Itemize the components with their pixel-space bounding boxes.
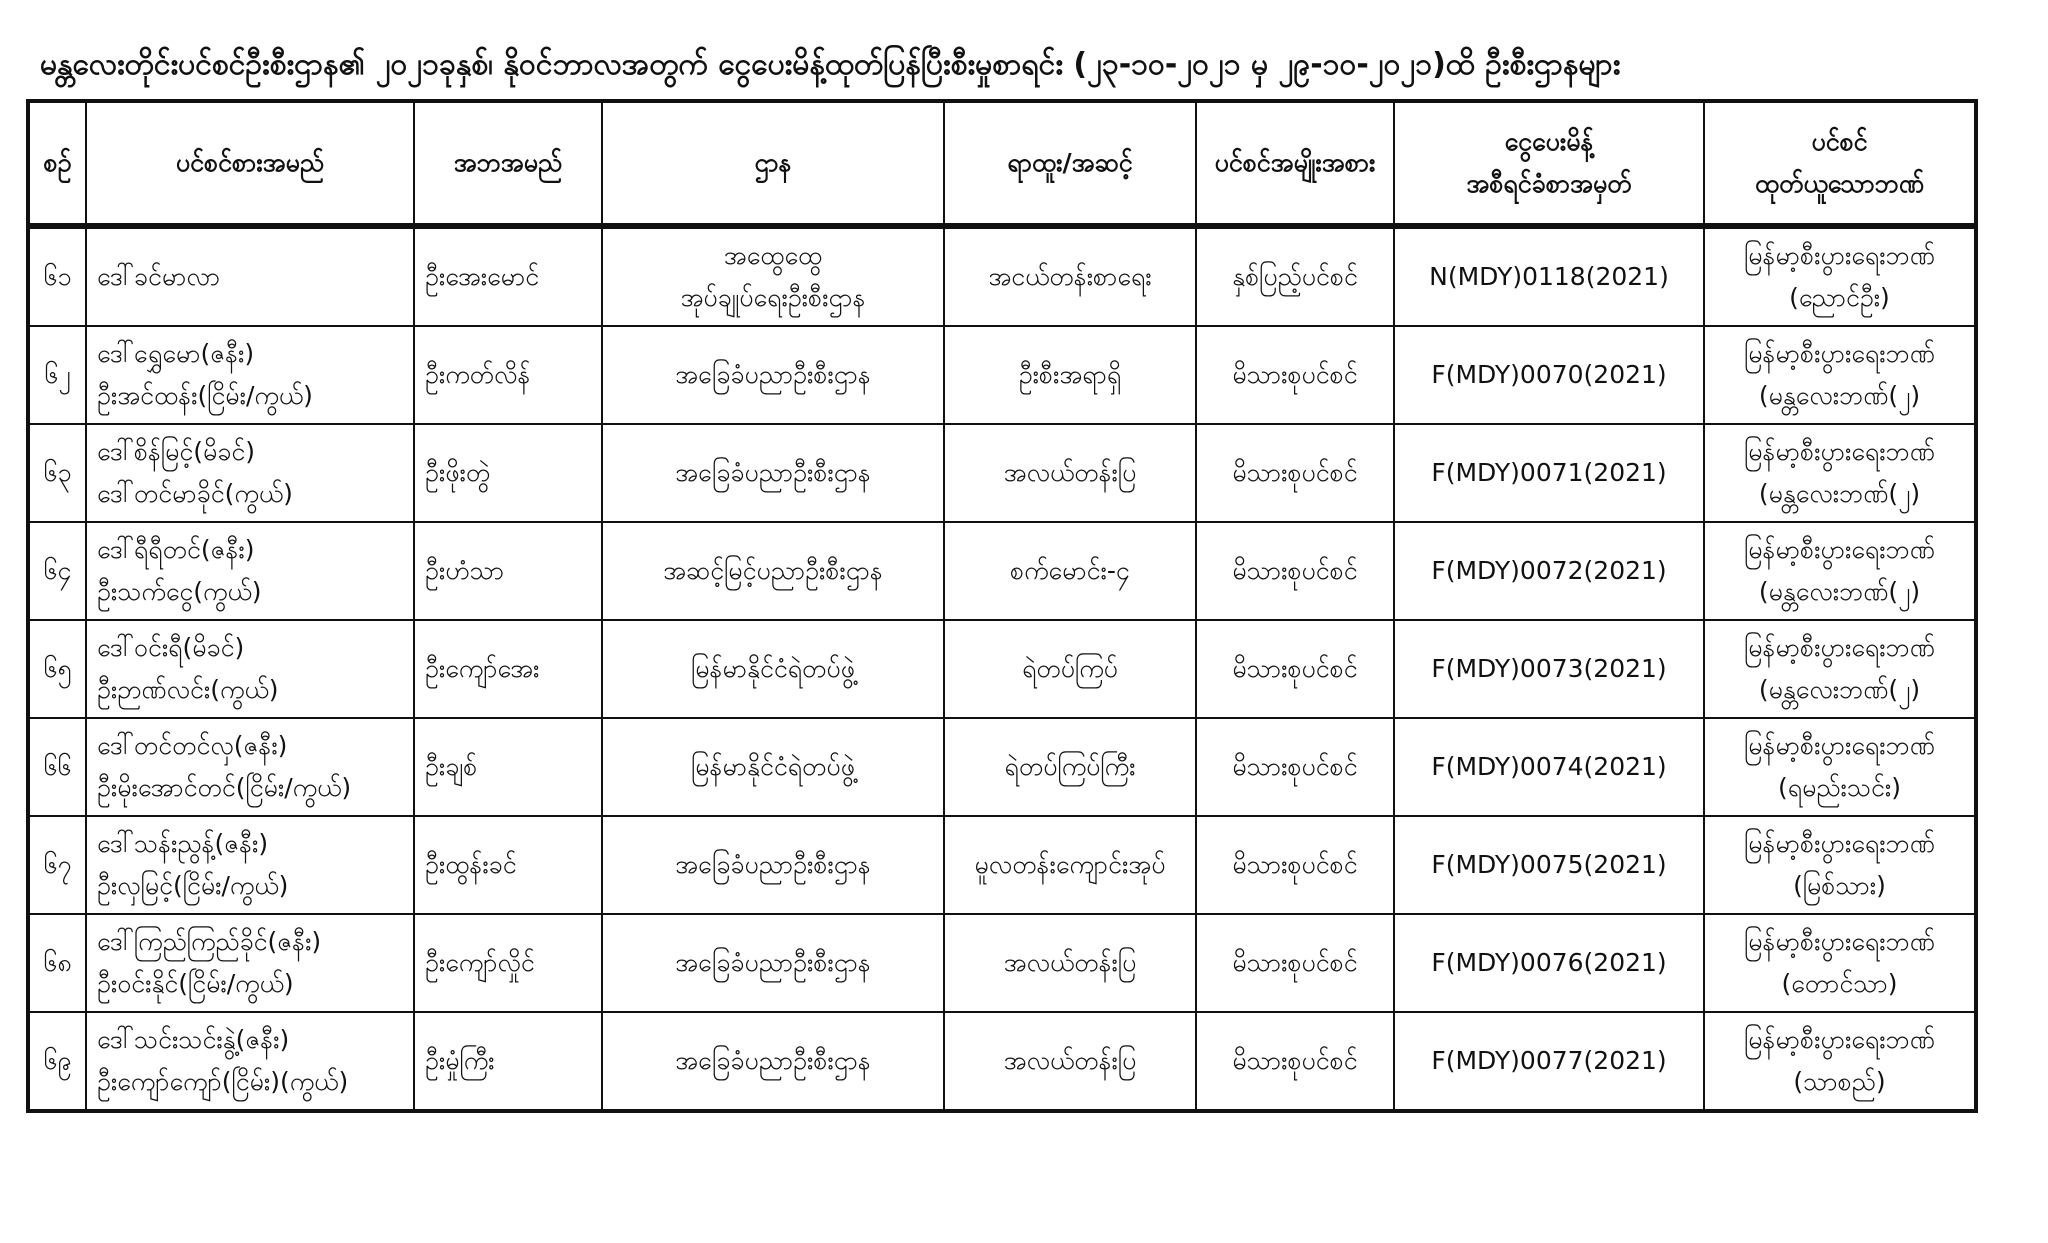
cell-pension-type [1196,226,1394,326]
bank-line1: မြန်မာ့စီးပွားရေးဘဏ် [1744,241,1935,270]
name-line2: ဦးဉာဏ်လင်း(ကွယ်) [97,675,279,704]
name-line2: ဦးမိုးအောင်တင်(ငြိမ်း/ကွယ်) [97,773,352,802]
pension-type-value: မိသားစုပင်စင် [1232,654,1358,683]
father-value: ဦးကတ်လိန် [425,360,531,389]
header-paying-bank-line2: ထုတ်ယူသောဘဏ် [1754,169,1925,198]
bank-line2: (မြစ်သား) [1793,871,1886,900]
cell-father-name [414,620,602,718]
name-line2: ဦးကျော်ကျော်(ငြိမ်း)(ကွယ်) [97,1067,349,1096]
cell-father-name [414,326,602,424]
father-value: ဦးဖိုးတွဲ [425,458,491,487]
pension-type-value: မိသားစုပင်စင် [1232,360,1358,389]
cell-position [944,424,1196,522]
order-no-value: F(MDY)0077(2021) [1431,1046,1667,1075]
cell-father-name [414,914,602,1012]
table-row [28,816,1976,914]
father-value: ဦးထွန်းခင် [425,850,517,879]
cell-order-no [1394,1012,1704,1111]
name-line1: ဒေါ်တင်တင်လှ(ဇနီး) [97,731,288,760]
cell-department [602,620,944,718]
bank-line2: (ညောင်ဦး) [1789,283,1890,312]
position-value: ရဲတပ်ကြပ် [1022,654,1118,683]
table-row [28,1012,1976,1111]
table-row [28,522,1976,620]
cell-pension-type [1196,326,1394,424]
cell-position [944,522,1196,620]
cell-order-no [1394,522,1704,620]
name-line1: ဒေါ်သင်းသင်းနွဲ့(ဇနီး) [97,1025,290,1054]
cell-pensioner-name [86,522,414,620]
cell-pensioner-name [86,226,414,326]
cell-position [944,226,1196,326]
order-no-value: F(MDY)0076(2021) [1431,948,1667,977]
bank-line1: မြန်မာ့စီးပွားရေးဘဏ် [1744,535,1935,564]
position-value: အလယ်တန်းပြ [1003,1046,1137,1075]
table-body [28,226,1976,1111]
order-no-value: F(MDY)0075(2021) [1431,850,1667,879]
cell-pension-type [1196,914,1394,1012]
cell-pensioner-name [86,424,414,522]
father-value: ဦးအေးမောင် [425,262,540,291]
cell-order-no [1394,620,1704,718]
bank-line2: (မန္တလေးဘဏ်(၂) [1758,479,1921,508]
cell-sr [28,816,86,914]
bank-line2: (တောင်သာ) [1781,969,1898,998]
sr-value: ၆၆ [43,752,72,781]
cell-pension-type [1196,1012,1394,1111]
sr-value: ၆၅ [43,654,72,683]
header-payment-order [1394,101,1704,226]
cell-position [944,914,1196,1012]
pension-type-value: မိသားစုပင်စင် [1232,948,1358,977]
header-father-name: အဘအမည် [414,101,602,226]
position-value: ရဲတပ်ကြပ်ကြီး [1004,752,1136,781]
table-row [28,718,1976,816]
cell-department [602,424,944,522]
cell-order-no [1394,326,1704,424]
cell-paying-bank [1704,522,1976,620]
header-pension-type: ပင်စင်အမျိုးအစား [1196,101,1394,226]
sr-value: ၆၂ [44,360,71,389]
table-row [28,914,1976,1012]
pension-type-value: မိသားစုပင်စင် [1232,556,1358,585]
cell-paying-bank [1704,718,1976,816]
department-line1: အထွေထွေ [723,241,823,270]
position-value: စက်မောင်း-၄ [1010,556,1130,585]
cell-department [602,816,944,914]
pension-records-table [26,99,1978,1113]
order-no-value: F(MDY)0073(2021) [1431,654,1667,683]
bank-line2: (မန္တလေးဘဏ်(၂) [1758,675,1921,704]
cell-department [602,1012,944,1111]
bank-line1: မြန်မာ့စီးပွားရေးဘဏ် [1744,633,1935,662]
bank-line2: (မန္တလေးဘဏ်(၂) [1758,577,1921,606]
name-line1: ဒေါ်ကြည်ကြည်ခိုင်(ဇနီး) [97,927,322,956]
sr-value: ၆၃ [43,458,72,487]
table-header-row [28,101,1976,226]
bank-line2: (ရမည်းသင်း) [1777,773,1902,802]
sr-value: ၆၇ [43,850,72,879]
cell-pensioner-name [86,620,414,718]
cell-pensioner-name [86,326,414,424]
cell-sr [28,914,86,1012]
department-line1: မြန်မာနိုင်ငံရဲတပ်ဖွဲ့ [691,752,855,781]
name-line1: ဒေါ်ခင်မာလာ [97,262,221,291]
cell-paying-bank [1704,620,1976,718]
department-line1: အဆင့်မြင့်ပညာဦးစီးဌာန [663,556,883,585]
bank-line2: (မန္တလေးဘဏ်(၂) [1758,381,1921,410]
table-row [28,620,1976,718]
cell-order-no [1394,816,1704,914]
cell-paying-bank [1704,914,1976,1012]
name-line1: ဒေါ်ဝင်းရီ(မိခင်) [97,633,245,662]
cell-order-no [1394,226,1704,326]
name-line2: ဦးလှမြင့်(ငြိမ်း/ကွယ်) [97,871,289,900]
bank-line1: မြန်မာ့စီးပွားရေးဘဏ် [1744,731,1935,760]
department-line1: အခြေခံပညာဦးစီးဌာန [675,850,871,879]
page-title: မန္တလေးတိုင်းပင်စင်ဦးစီးဌာန၏ ၂၀၂၁ခုနှစ်၊ နိုဝင်ဘာလအတွက် ငွေပေးမိန့်ထုတ်ပြန်ပြီးစီးမှုစာရင်း (၂၃-၁၀-၂၀၂၁ မှ ၂၉-၁၀-၂၀၂၁)ထိ ဦးစီးဌာနများ [40,47,1621,82]
cell-pension-type [1196,424,1394,522]
cell-sr [28,522,86,620]
name-line2: ဦးဝင်းနိုင်(ငြိမ်း/ကွယ်) [97,969,294,998]
department-line1: အခြေခံပညာဦးစီးဌာန [675,360,871,389]
cell-department [602,718,944,816]
department-line1: အခြေခံပညာဦးစီးဌာန [675,1046,871,1075]
bank-line1: မြန်မာ့စီးပွားရေးဘဏ် [1744,339,1935,368]
header-position: ရာထူး/အဆင့် [944,101,1196,226]
header-pensioner-name: ပင်စင်စားအမည် [86,101,414,226]
cell-father-name [414,522,602,620]
cell-position [944,620,1196,718]
table-row [28,424,1976,522]
cell-department [602,522,944,620]
cell-father-name [414,816,602,914]
header-department: ဌာန [602,101,944,226]
cell-sr [28,326,86,424]
header-paying-bank [1704,101,1976,226]
cell-father-name [414,718,602,816]
pension-type-value: မိသားစုပင်စင် [1232,850,1358,879]
bank-line1: မြန်မာ့စီးပွားရေးဘဏ် [1744,437,1935,466]
cell-order-no [1394,914,1704,1012]
table-row [28,226,1976,326]
cell-father-name [414,424,602,522]
order-no-value: N(MDY)0118(2021) [1429,262,1669,291]
bank-line1: မြန်မာ့စီးပွားရေးဘဏ် [1744,1025,1935,1054]
cell-pension-type [1196,718,1394,816]
header-payment-order-line2: အစီရင်ခံစာအမှတ် [1466,169,1632,198]
name-line1: ဒေါ်ရွှေမော(ဇနီး) [97,339,255,368]
name-line2: ဦးအင်ထန်း(ငြိမ်း/ကွယ်) [97,381,313,410]
name-line1: ဒေါ်စိန်မြင့်(မိခင်) [97,437,255,466]
cell-department [602,226,944,326]
pension-type-value: မိသားစုပင်စင် [1232,752,1358,781]
cell-pensioner-name [86,914,414,1012]
bank-line1: မြန်မာ့စီးပွားရေးဘဏ် [1744,829,1935,858]
father-value: ဦးကျော်လှိုင် [425,948,535,977]
cell-position [944,718,1196,816]
pension-type-value: နှစ်ပြည့်ပင်စင် [1232,262,1358,291]
cell-department [602,914,944,1012]
cell-sr [28,424,86,522]
cell-pensioner-name [86,1012,414,1111]
department-line1: မြန်မာနိုင်ငံရဲတပ်ဖွဲ့ [691,654,855,683]
cell-sr [28,718,86,816]
sr-value: ၆၁ [43,262,72,291]
cell-sr [28,1012,86,1111]
cell-sr [28,226,86,326]
cell-position [944,1012,1196,1111]
father-value: ဦးဟံသာ [425,556,505,585]
cell-pension-type [1196,816,1394,914]
name-line1: ဒေါ်သန်းညွန့်(ဇနီး) [97,829,269,858]
cell-order-no [1394,424,1704,522]
name-line2: ဦးသက်ငွေ(ကွယ်) [97,577,262,606]
cell-paying-bank [1704,424,1976,522]
bank-line1: မြန်မာ့စီးပွားရေးဘဏ် [1744,927,1935,956]
cell-paying-bank [1704,226,1976,326]
cell-pensioner-name [86,718,414,816]
order-no-value: F(MDY)0074(2021) [1431,752,1667,781]
position-value: ဦးစီးအရာရှိ [1018,360,1122,389]
bank-line2: (သာစည်) [1793,1067,1886,1096]
order-no-value: F(MDY)0072(2021) [1431,556,1667,585]
order-no-value: F(MDY)0070(2021) [1431,360,1667,389]
father-value: ဦးကျော်အေး [425,654,540,683]
cell-father-name [414,226,602,326]
cell-sr [28,620,86,718]
header-sr: စဉ် [28,101,86,226]
sr-value: ၆၉ [43,1046,72,1075]
header-paying-bank-line1: ပင်စင် [1811,127,1868,156]
father-value: ဦးချစ် [425,752,478,781]
cell-pensioner-name [86,816,414,914]
department-line1: အခြေခံပညာဦးစီးဌာန [675,458,871,487]
pension-type-value: မိသားစုပင်စင် [1232,458,1358,487]
sr-value: ၆၈ [43,948,72,977]
cell-pension-type [1196,620,1394,718]
cell-position [944,816,1196,914]
name-line2: ဒေါ်တင်မာခိုင်(ကွယ်) [97,479,293,508]
cell-position [944,326,1196,424]
position-value: အလယ်တန်းပြ [1003,948,1137,977]
header-payment-order-line1: ငွေပေးမိန့် [1504,127,1594,156]
cell-paying-bank [1704,326,1976,424]
cell-paying-bank [1704,1012,1976,1111]
cell-paying-bank [1704,816,1976,914]
position-value: မူလတန်းကျောင်းအုပ် [974,850,1166,879]
position-value: အလယ်တန်းပြ [1003,458,1137,487]
department-line2: အုပ်ချုပ်ရေးဦးစီးဌာန [680,283,866,312]
name-line1: ဒေါ်ရီရီတင်(ဇနီး) [97,535,255,564]
order-no-value: F(MDY)0071(2021) [1431,458,1667,487]
pension-type-value: မိသားစုပင်စင် [1232,1046,1358,1075]
department-line1: အခြေခံပညာဦးစီးဌာန [675,948,871,977]
sr-value: ၆၄ [43,556,72,585]
cell-department [602,326,944,424]
cell-order-no [1394,718,1704,816]
cell-pension-type [1196,522,1394,620]
cell-father-name [414,1012,602,1111]
table-row [28,326,1976,424]
position-value: အငယ်တန်းစာရေး [988,262,1152,291]
father-value: ဦးမှုံကြီး [425,1046,495,1075]
